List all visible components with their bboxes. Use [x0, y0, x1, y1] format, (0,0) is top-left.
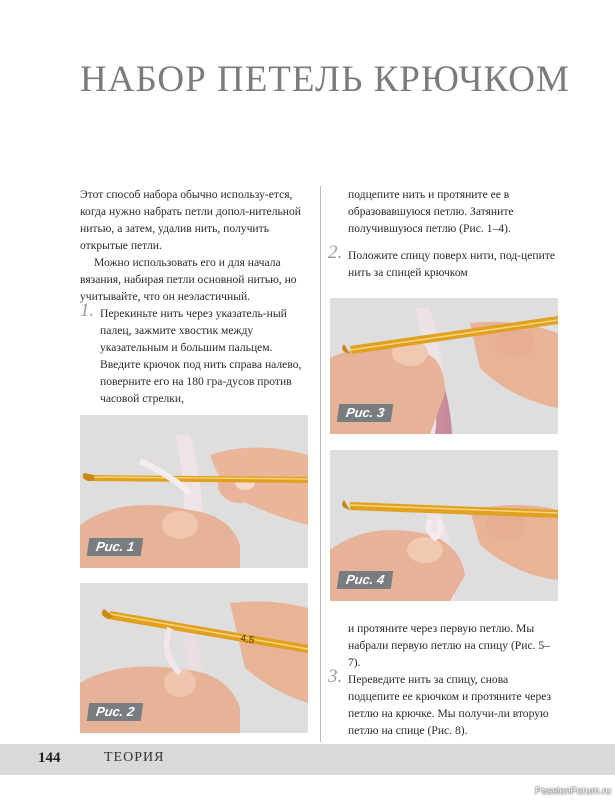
right-column-top [328, 186, 560, 281]
step-3 [328, 666, 560, 739]
hook-size-label: 4,5 [239, 633, 256, 647]
watermark: PassionForum.ru [534, 786, 611, 797]
figure-3-photo [330, 298, 558, 434]
left-column [80, 186, 312, 407]
step-1-text: Перекиньте нить через указатель-ный палец, зажмите хвостик между указательным и большим пальцем. Введите крючок под нить справа налево, поверните его на 180 гра-дусов против часовой стрелки, [100, 307, 302, 405]
usage-paragraph: Можно использовать его и для начала вязания, набирая петли основной нитью, но учитывайте, что он неэластичный. [80, 256, 297, 303]
figure-1-caption: Рис. 1 [87, 538, 144, 556]
figure-4-photo [330, 450, 558, 601]
right-column-bottom [328, 620, 560, 739]
figure-1-photo [80, 415, 308, 568]
step-1-number: 1. [80, 300, 95, 321]
footer-bar [0, 744, 615, 775]
section-name: ТЕОРИЯ [104, 750, 165, 765]
intro-paragraph: Этот способ набора обычно использу-ется, когда нужно набрать петли допол-нительной нитью, а затем, удалив нить, получить открытые петли. [80, 188, 301, 252]
figure-2-caption: Рис. 2 [87, 703, 144, 721]
figure-4-caption: Рис. 4 [337, 571, 394, 589]
step-2-number: 2. [328, 242, 343, 263]
step-1 [80, 300, 312, 407]
figure-2-photo [80, 583, 308, 733]
continuation-paragraph: подцепите нить и протяните ее в образовавшуюся петлю. Затяните получившуюся петлю (Рис. 1–4). [348, 188, 514, 235]
column-divider [320, 186, 321, 742]
step-3-number: 3. [328, 666, 343, 687]
figure-3-caption: Рис. 3 [337, 404, 394, 422]
page-title: НАБОР ПЕТЕЛЬ КРЮЧКОМ [80, 59, 570, 100]
step-2-text: Положите спицу поверх нити, под-цепите нить за спицей крючком [348, 249, 556, 279]
after-paragraph: и протяните через первую петлю. Мы набрали первую петлю на спицу (Рис. 5–7). [348, 622, 550, 669]
step-2 [328, 242, 560, 281]
step-3-text: Переведите нить за спицу, снова подцепите ее крючком и протяните через петлю на крючке. Мы получи-ли вторую петлю на спице (Рис. 8). [348, 673, 552, 737]
page-number: 144 [38, 750, 61, 766]
